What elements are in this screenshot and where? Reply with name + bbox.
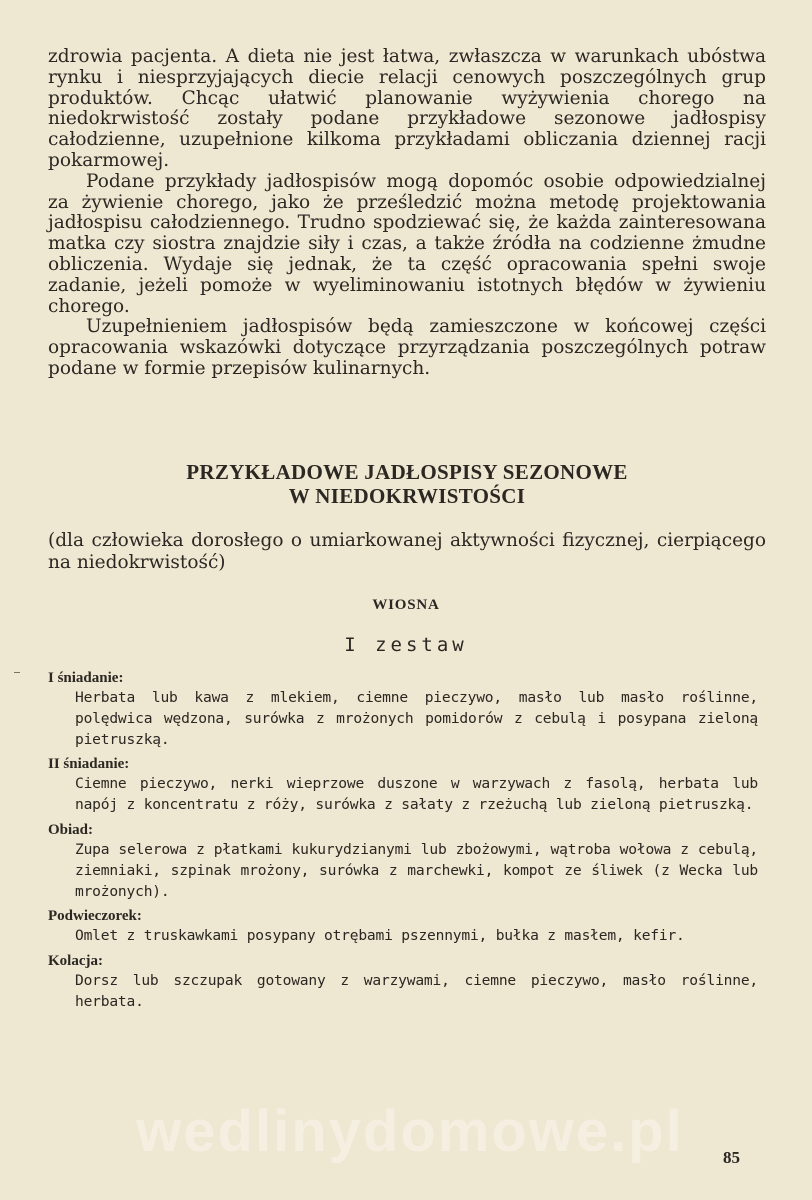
meal-label: I śniadanie:	[48, 670, 124, 686]
section-subtitle: (dla człowieka dorosłego o umiarkowanej aktywności fizycznej, cierpiącego na niedokrwistość)	[48, 530, 766, 573]
set-heading: I zestaw	[344, 634, 468, 656]
margin-mark	[14, 672, 20, 673]
meal-text: Herbata lub kawa z mlekiem, ciemne pieczywo, masło lub masło roślinne, polędwica wędzona, surówka z mrożonych pomidorów z cebulą i posypana zieloną pietruszką.	[75, 689, 758, 748]
section-title-line-2: W NIEDOKRWISTOŚCI	[288, 484, 526, 508]
meal-label: Podwieczorek:	[48, 908, 142, 925]
intro-paragraph-2: Podane przykłady jadłospisów mogą dopomóc osobie odpowiedzialnej za żywienie chorego, jako że prześledzić można metodę projektowania jadłospisu całodziennego. Trudno spodziewać się, że każda zainteresowana matka czy siostra znajdzie siły i czas, a także źródła na codzienne żmudne obliczenia. Wydaje się jednak, że ta część opracowania spełni swoje zadanie, jeżeli pomoże w wyeliminowaniu istotnych błędów w żywieniu chorego.	[48, 170, 766, 317]
meal-text: Dorsz lub szczupak gotowany z warzywami, ciemne pieczywo, masło roślinne, herbata.	[75, 972, 758, 1010]
page-number: 85	[723, 1148, 740, 1167]
meal-item	[48, 820, 758, 902]
section-title	[48, 460, 766, 508]
intro-text	[48, 47, 766, 380]
meal-label: Obiad:	[48, 821, 94, 838]
meal-text: Omlet z truskawkami posypany otrębami pszennymi, bułka z masłem, kefir.	[75, 927, 685, 945]
meal-label: II śniadanie:	[48, 756, 130, 773]
watermark: wedlinydomowe.pl	[136, 1099, 684, 1164]
season-heading: WIOSNA	[372, 597, 440, 613]
meal-item	[48, 668, 758, 750]
intro-paragraph-1: zdrowia pacjenta. A dieta nie jest łatwa, zwłaszcza w warunkach ubóstwa rynku i niesprzyjających diecie relacji cenowych poszczególnych grup produktów. Chcąc ułatwić planowanie wyżywienia chorego na niedokrwistość zostały podane przykładowe sezonowe jadłospisy całodzienne, uzupełnione kilkoma przykładami obliczania dziennej racji pokarmowej.	[48, 46, 766, 171]
meal-item	[48, 754, 758, 816]
meal-text: Zupa selerowa z płatkami kukurydzianymi lub zbożowymi, wątroba wołowa z cebulą, ziemniaki, szpinak mrożony, surówka z marchewki, kompot ze śliwek (z Wecka lub mrożonych).	[75, 840, 758, 900]
meal-list	[48, 668, 758, 1017]
meal-label: Kolacja:	[48, 953, 103, 970]
meal-item	[48, 906, 758, 947]
meal-text: Ciemne pieczywo, nerki wieprzowe duszone w warzywach z fasolą, herbata lub napój z koncentratu z róży, surówka z sałaty z rzeżuchą lub zieloną pietruszką.	[75, 775, 758, 814]
section-title-line-1: PRZYKŁADOWE JADŁOSPISY SEZONOWE	[186, 460, 628, 484]
intro-paragraph-3: Uzupełnieniem jadłospisów będą zamieszczone w końcowej części opracowania wskazówki dotyczące przyrządzania poszczególnych potraw podane w formie przepisów kulinarnych.	[48, 316, 766, 379]
meal-item	[48, 951, 758, 1013]
